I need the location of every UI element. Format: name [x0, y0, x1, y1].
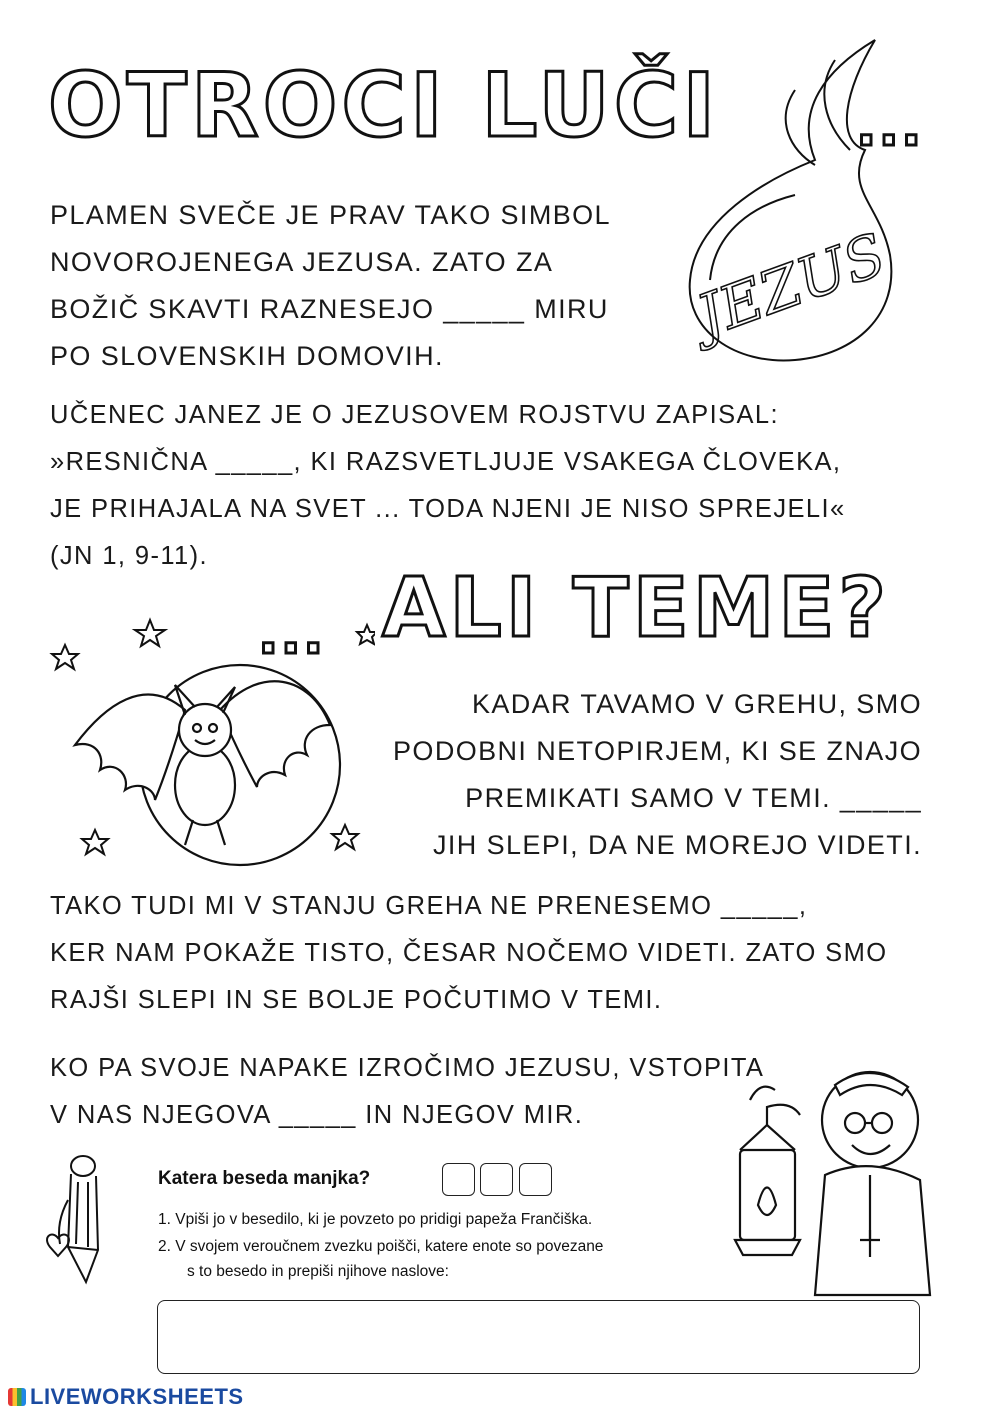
paragraph-4-line: RAJŠI SLEPI IN SE BOLJE POČUTIMO V TEMI. [50, 986, 663, 1014]
answer-letter-box[interactable] [442, 1163, 475, 1196]
paragraph-3-line: PREMIKATI SAMO V TEMI. _____ [465, 783, 922, 813]
paragraph-3-line: JIH SLEPI, DA NE MOREJO VIDETI. [433, 830, 922, 860]
paragraph-1-line: BOŽIČ SKAVTI RAZNESEJO _____ MIRU [50, 294, 609, 324]
paragraph-3-line: KADAR TAVAMO V GREHU, SMO [471, 689, 922, 719]
subtitle: ALI TEME? [382, 561, 890, 656]
task-question: Katera beseda manjka? [158, 1168, 371, 1189]
task-item-2-continued: s to besedo in prepiši njihove naslove: [187, 1263, 449, 1280]
bat-illustration [45, 615, 375, 875]
paragraph-1-line: PO SLOVENSKIH DOMOVIH. [50, 341, 444, 371]
task-item-1: 1. Vpiši jo v besedilo, ki je povzeto po pridigi papeža Frančiška. [158, 1211, 593, 1228]
flame-word: JEZUS [688, 220, 895, 351]
answer-letter-box[interactable] [519, 1163, 552, 1196]
paragraph-2-line: UČENEC JANEZ JE O JEZUSOVEM ROJSTVU ZAPISAL: [50, 401, 779, 429]
paragraph-3 [393, 681, 922, 869]
flame-illustration [675, 30, 905, 380]
paragraph-5 [50, 1045, 764, 1139]
paragraph-2-line: JE PRIHAJALA NA SVET ... TODA NJENI JE NISO SPREJELI« [50, 495, 846, 523]
footer-brand-text: LIVEWORKSHEETS [30, 1384, 244, 1409]
paragraph-1-line: PLAMEN SVEČE JE PRAV TAKO SIMBOL [50, 200, 611, 230]
pencil-heart-icon [38, 1152, 128, 1292]
answer-box[interactable] [157, 1300, 920, 1374]
pope-lantern-illustration [730, 1045, 945, 1300]
answer-letter-boxes[interactable] [442, 1163, 554, 1197]
page-title-dots: ... [856, 95, 924, 158]
brand-logo-icon [8, 1388, 26, 1406]
paragraph-5-line: V NAS NJEGOVA _____ IN NJEGOV MIR. [50, 1101, 584, 1129]
paragraph-2 [50, 392, 846, 580]
paragraph-4-line: TAKO TUDI MI V STANJU GREHA NE PRENESEMO _____, [50, 892, 808, 920]
page-title: OTROCI LUČI [48, 54, 720, 157]
footer-brand [8, 1384, 244, 1410]
paragraph-5-line: KO PA SVOJE NAPAKE IZROČIMO JEZUSU, VSTOPITA [50, 1054, 765, 1082]
answer-letter-box[interactable] [480, 1163, 513, 1196]
paragraph-3-line: PODOBNI NETOPIRJEM, KI SE ZNAJO [393, 736, 922, 766]
task-item-2: 2. V svojem veroučnem zvezku poišči, katere enote so povezane [158, 1238, 604, 1255]
paragraph-1-line: NOVOROJENEGA JEZUSA. ZATO ZA [50, 247, 554, 277]
paragraph-2-line: (JN 1, 9-11). [50, 542, 209, 570]
paragraph-2-line: »RESNIČNA _____, KI RAZSVETLJUJE VSAKEGA ČLOVEKA, [50, 448, 842, 476]
paragraph-4 [50, 883, 887, 1024]
paragraph-4-line: KER NAM POKAŽE TISTO, ČESAR NOČEMO VIDETI. ZATO SMO [50, 939, 888, 967]
paragraph-1 [50, 192, 611, 380]
subtitle-dots: ... [258, 603, 326, 666]
